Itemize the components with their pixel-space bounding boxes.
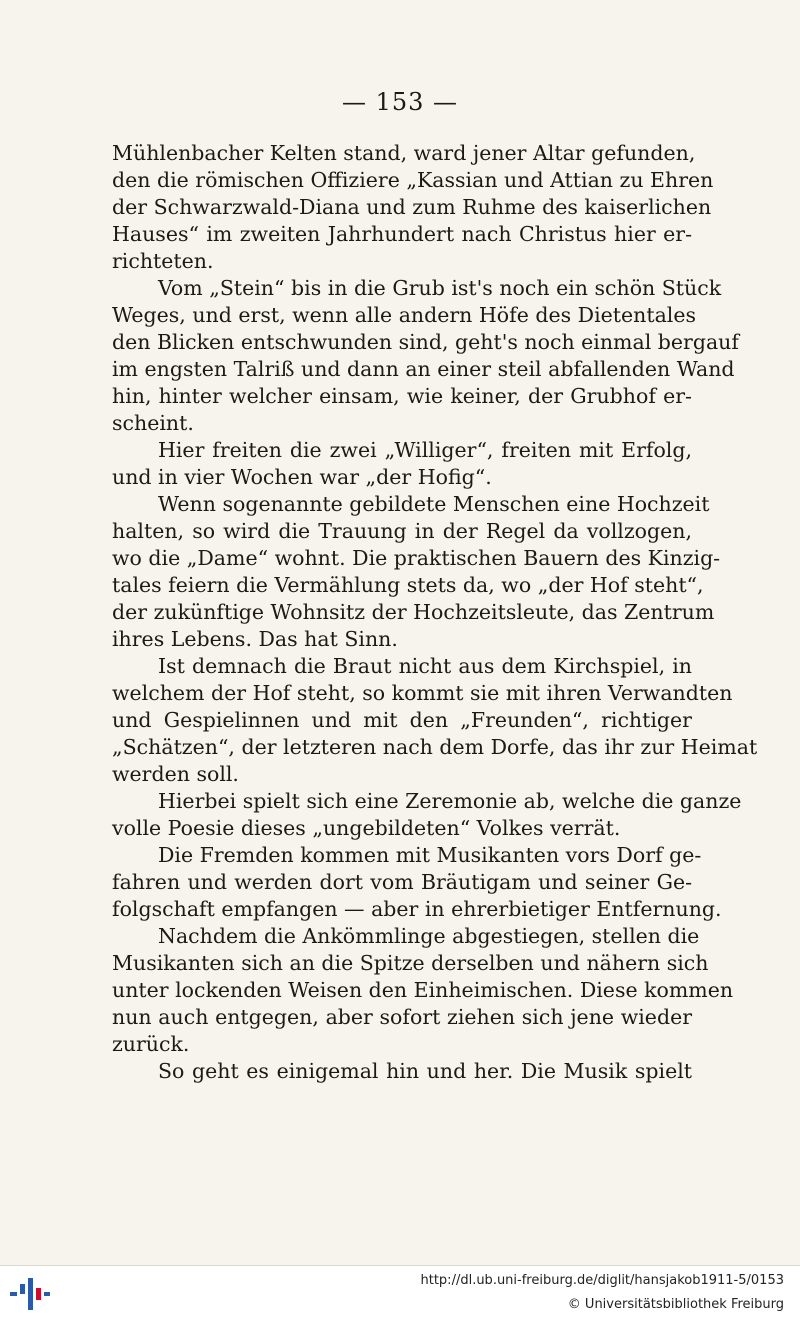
text-line: tales feiern die Vermählung stets da, wo „der Hof steht“, (112, 573, 704, 597)
footer-bar (0, 1265, 800, 1322)
ub-freiburg-logo-icon (8, 1274, 52, 1314)
text-line: den die römischen Offiziere „Kassian und Attian zu Ehren (112, 168, 714, 192)
text-line: Vom „Stein“ bis in die Grub ist's noch ein schön Stück (158, 276, 722, 300)
text-line: welchem der Hof steht, so kommt sie mit ihren Verwandten (112, 681, 733, 705)
text-line: Hierbei spielt sich eine Zeremonie ab, welche die ganze (158, 789, 742, 813)
text-line: Hauses“ im zweiten Jahrhundert nach Christus hier er- (112, 222, 692, 246)
text-line: wo die „Dame“ wohnt. Die praktischen Bauern des Kinzig- (112, 546, 721, 570)
text-line: hin, hinter welcher einsam, wie keiner, der Grubhof er- (112, 384, 692, 408)
text-line: zurück. (112, 1032, 190, 1056)
text-line: ihres Lebens. Das hat Sinn. (112, 627, 398, 651)
text-line: halten, so wird die Trauung in der Regel da vollzogen, (112, 519, 692, 543)
text-line: fahren und werden dort vom Bräutigam und seiner Ge- (112, 870, 692, 894)
text-line: im engsten Talriß und dann an einer steil abfallenden Wand (112, 357, 735, 381)
text-line: Mühlenbacher Kelten stand, ward jener Altar gefunden, (112, 141, 696, 165)
text-line: richteten. (112, 249, 214, 273)
text-line: Hier freiten die zwei „Williger“, freiten mit Erfolg, (158, 438, 692, 462)
text-line: und in vier Wochen war „der Hofig“. (112, 465, 492, 489)
text-line: Musikanten sich an die Spitze derselben und nähern sich (112, 951, 709, 975)
footer-copyright: © Universitätsbibliothek Freiburg (567, 1297, 784, 1312)
text-line: der zukünftige Wohnsitz der Hochzeitsleute, das Zentrum (112, 600, 715, 624)
text-line: „Schätzen“, der letzteren nach dem Dorfe, das ihr zur Heimat (112, 735, 758, 759)
text-line: Ist demnach die Braut nicht aus dem Kirchspiel, in (158, 654, 692, 678)
text-line: der Schwarzwald-Diana und zum Ruhme des kaiserlichen (112, 195, 712, 219)
text-line: den Blicken entschwunden sind, geht's noch einmal bergauf (112, 330, 739, 354)
body-text (112, 140, 758, 1085)
page-number: — 153 — (341, 88, 459, 116)
text-line: Nachdem die Ankömmlinge abgestiegen, stellen die (158, 924, 700, 948)
text-line: Wenn sogenannte gebildete Menschen eine Hochzeit (158, 492, 710, 516)
text-line: nun auch entgegen, aber sofort ziehen sich jene wieder (112, 1005, 692, 1029)
text-line: und Gespielinnen und mit den „Freunden“, richtiger (112, 708, 692, 732)
text-line: scheint. (112, 411, 194, 435)
text-line: unter lockenden Weisen den Einheimischen. Diese kommen (112, 978, 734, 1002)
text-line: folgschaft empfangen — aber in ehrerbietiger Entfernung. (112, 897, 722, 921)
text-line: Die Fremden kommen mit Musikanten vors Dorf ge- (158, 843, 702, 867)
footer-url-link[interactable]: http://dl.ub.uni-freiburg.de/diglit/hansjakob1911-5/0153 (420, 1273, 784, 1288)
text-line: Weges, und erst, wenn alle andern Höfe des Dietentales (112, 303, 696, 327)
text-line: werden soll. (112, 762, 239, 786)
text-line: volle Poesie dieses „ungebildeten“ Volkes verrät. (112, 816, 621, 840)
text-line: So geht es einigemal hin und her. Die Musik spielt (158, 1059, 692, 1083)
